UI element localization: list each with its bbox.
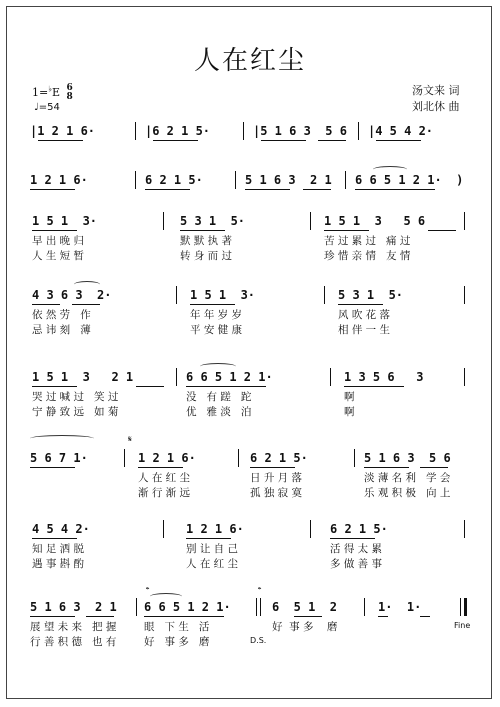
lyrics-verse-2: 遇 事 斟 酌 人 在 红 尘 多 做 善 事	[32, 558, 383, 570]
measure: 6 2 1 5·	[250, 451, 308, 465]
measure: 1 2 1 6·	[30, 173, 88, 187]
ds-marking: D.S.	[250, 636, 267, 645]
measure: 4 5 4 2·	[32, 522, 90, 536]
lyrics-verse-2: 行 善 积 德 也 有 好 事 多 磨 D.S.	[30, 636, 267, 648]
measure: 1 5 1 3·	[190, 288, 256, 302]
measure: 1 3 5 6 3	[344, 370, 424, 384]
measure: 6 6 5 1 2 1·	[144, 600, 231, 614]
lyrics-verse-2: 人 生 短 暂 转 身 而 过 珍 惜 亲 情 友 情	[32, 250, 411, 262]
measure: |4 5 4 2·	[368, 124, 434, 138]
measure: 5 1 6 3 2 1	[30, 600, 117, 614]
measure: |1 2 1 6·	[30, 124, 96, 138]
lyrics-verse-2: 渐 行 渐 远 孤 独 寂 寞 乐 观 积 极 向 上	[138, 487, 451, 499]
lyrics-verse-1: 展 望 未 来 把 握 眼 下 生 活 好 事 多 磨 Fine	[30, 621, 471, 633]
key-signature: 1=♭E 6 8	[32, 83, 73, 102]
measure: 5 6 7 1·	[30, 451, 88, 465]
measure: |5 1 6 3 5 6	[253, 124, 347, 138]
composer-credit: 刘北休 曲	[412, 100, 460, 113]
measure: 5 1 6 3 5 6	[364, 451, 451, 465]
measure: 5 3 1 5·	[180, 214, 246, 228]
measure: 1 5 1 3·	[32, 214, 98, 228]
measure: 5 3 1 5·	[338, 288, 404, 302]
measure: 6 2 1 5·	[330, 522, 388, 536]
measure: |6 2 1 5·	[145, 124, 211, 138]
measure: 6 2 1 5·	[145, 173, 203, 187]
measure: 6 6 5 1 2 1·	[186, 370, 273, 384]
time-signature: 6 8	[66, 83, 73, 102]
tempo-marking: ♩=54	[34, 102, 60, 113]
lyrics-verse-2: 宁 静 致 远 如 菊 优 雅 淡 泊 啊	[32, 406, 355, 418]
measure: 1 2 1 6·	[186, 522, 244, 536]
measure: 1 5 1 3 2 1	[32, 370, 134, 384]
song-title: 人在红尘	[193, 46, 306, 76]
measure: 5 1 6 3 2 1	[245, 173, 332, 187]
lyricist-credit: 汤文来 词	[412, 84, 460, 97]
measure: 6 6 5 1 2 1· )	[355, 173, 464, 187]
coda-icon: 𝄌	[146, 586, 150, 596]
lyrics-verse-1: 依 然 劳 作 年 年 岁 岁 风 吹 花 落	[32, 309, 391, 321]
lyrics-verse-2: 忌 讳 刻 薄 平 安 健 康 相 伴 一 生	[32, 324, 391, 336]
lyrics-verse-1: 早 出 晚 归 默 默 执 著 苦 过 累 过 痛 过	[32, 235, 411, 247]
lyrics-verse-1: 哭 过 喊 过 笑 过 没 有 蹉 跎 啊	[32, 391, 355, 403]
measure: 4 3 6 3 2·	[32, 288, 112, 302]
measure: 1 5 1 3 5 6	[324, 214, 426, 228]
measure: 1· 1·	[378, 600, 422, 614]
coda-icon: 𝄌	[258, 586, 262, 596]
lyrics-verse-1: 人 在 红 尘 日 升 月 落 淡 薄 名 利 学 会	[138, 472, 451, 484]
measure: 6 5 1 2	[272, 600, 338, 614]
segno-icon: 𝄋	[128, 435, 132, 445]
lyrics-verse-1: 知 足 洒 脱 别 让 自 己 活 得 太 累	[32, 543, 383, 555]
fine-marking: Fine	[454, 621, 471, 630]
measure: 1 2 1 6·	[138, 451, 196, 465]
